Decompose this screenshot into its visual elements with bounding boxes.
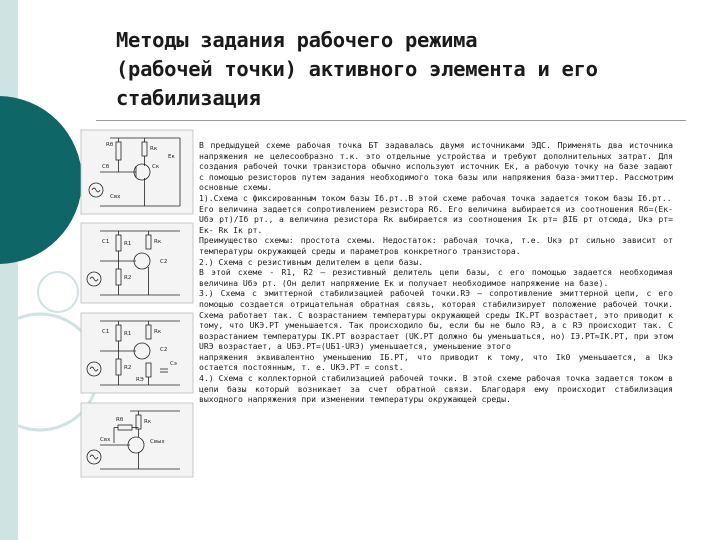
slide-body bbox=[199, 140, 673, 405]
fig1-label-ck: Cк bbox=[152, 164, 160, 170]
left-strip bbox=[0, 0, 18, 540]
fig1-label-ek: Eк bbox=[168, 154, 175, 160]
circuit-base-divider bbox=[81, 223, 193, 303]
fig4-label-cin: Cвх bbox=[100, 437, 111, 443]
title-divider bbox=[96, 120, 686, 121]
fig1-label-rb: Rб bbox=[106, 142, 114, 148]
paragraph-scheme-1-formula: Его величина задается сопротивлением резистора Rб. Его величина выбирается из соотношения Rб=(Ек-Uбэ рт)/Iб рт., а величина резистора Rк выбирается из соотношения Iк рт= βIБ рт отсюда, Uкэ рт= Ек- Rк Iк рт. bbox=[199, 203, 673, 235]
title-line-2: (рабочей точки) активного элемента и его bbox=[116, 57, 598, 81]
fig2-label-c2: C2 bbox=[160, 259, 168, 265]
fig1-label-cin: Cвх bbox=[110, 194, 121, 200]
circuit-diagrams bbox=[80, 128, 194, 478]
paragraph-scheme-3: 3.) Схема с эмиттерной стабилизацией рабочей точки.RЭ – сопротивление эмиттерной цепи, с его помощью создается отрицательная обратная связь, которая стабилизирует положение рабочей точки. Схема работает так. С возрастанием температуры окружающей среды IК.РТ возрастает, это приводит к тому, что UКЭ.РТ уменьшается. Так происходило бы, если бы не было RЭ, а с RЭ происходит так. С возрастанием температуры IК.РТ возрастает (UК.РТ должно бы уменьшаться, но) IЭ.РТ≈IК.РТ, при этом URЭ возрастает, а UБЭ.РТ=(UБ1-URЭ) уменьшается, уменьшение этого bbox=[199, 288, 673, 352]
fig2-label-rk: Rк bbox=[154, 239, 162, 245]
fig3-label-ce: Cэ bbox=[170, 361, 177, 367]
paragraph-scheme-2-title: 2.) Схема с резистивным делителем в цепи базы. bbox=[199, 256, 424, 267]
title-line-1: Методы задания рабочего режима bbox=[116, 28, 478, 52]
fig2-label-r2: R2 bbox=[124, 275, 132, 281]
circuit-fixed-base-current bbox=[81, 130, 193, 214]
fig3-label-r2: R2 bbox=[124, 365, 132, 371]
fig3-label-c2: C2 bbox=[160, 347, 168, 353]
title-line-3: стабилизация bbox=[116, 86, 261, 110]
paragraph-scheme-1: 1).Схема с фиксированным током базы Iб.рт..В этой схеме рабочая точка задается током базы Iб.рт.. bbox=[199, 192, 672, 203]
slide-title bbox=[116, 26, 716, 113]
fig3-label-re: RЭ bbox=[136, 377, 144, 383]
paragraph-scheme-2: В этой схеме - R1, R2 – резистивный делитель цепи базы, с его помощью задается необходимая величина Uбэ рт. (Он делит напряжение Ек и получает необходимое напряжение на базе). bbox=[199, 267, 673, 288]
fig4-label-cout: Cвых bbox=[150, 439, 165, 445]
fig1-label-rk: Rк bbox=[150, 146, 158, 152]
fig3-label-c1: C1 bbox=[102, 329, 110, 335]
circuit-emitter-stabilization bbox=[81, 313, 193, 393]
fig1-label-cb: Cб bbox=[102, 164, 110, 170]
paragraph-intro: В предыдущей схеме рабочая точка БТ задавалась двумя источниками ЭДС. Применять два источника напряжения не целесообразно т.к. это отдельные устройства и требуют дополнительных затрат. Для создания рабочей точки транзистора обычно используют источник Ек, а рабочую точку на базе задают с помощью резисторов путем задания необходимого тока базы или напряжения база-эмиттер. Рассмотрим основные схемы. bbox=[199, 140, 673, 193]
teal-circle-large bbox=[0, 96, 82, 264]
paragraph-scheme-3-cont: напряжения эквивалентно уменьшению IБ.РТ, что приводит к тому, что Ik0 уменьшается, а Uкэ остается постоянным, т. е. UКЭ.РТ = const. bbox=[199, 351, 673, 373]
fig2-label-r1: R1 bbox=[124, 241, 132, 247]
circuit-collector-stabilization bbox=[81, 403, 193, 477]
fig3-label-r1: R1 bbox=[124, 331, 132, 337]
fig4-label-rb: Rб bbox=[116, 417, 124, 423]
paragraph-scheme-1-pros-cons: Преимущество схемы: простота схемы. Недостаток: рабочая точка, т.е. Uкэ рт сильно зависит от температуры окружающей среды и параметров конкретного транзистора. bbox=[199, 235, 673, 256]
fig2-label-c1: C1 bbox=[102, 239, 110, 245]
fig4-label-rk: Rк bbox=[144, 419, 152, 425]
paragraph-scheme-4: 4.) Схема с коллекторной стабилизацией рабочей точки. В этой схеме рабочая точка задается током в цепи базы который возникает за счет обратной связи. Благодаря ему происходит стабилизация выходного напряжения при изменении температуры окружающей среды. bbox=[199, 373, 673, 405]
fig3-label-rk: Rк bbox=[154, 329, 162, 335]
decor-ring-small bbox=[38, 272, 78, 312]
